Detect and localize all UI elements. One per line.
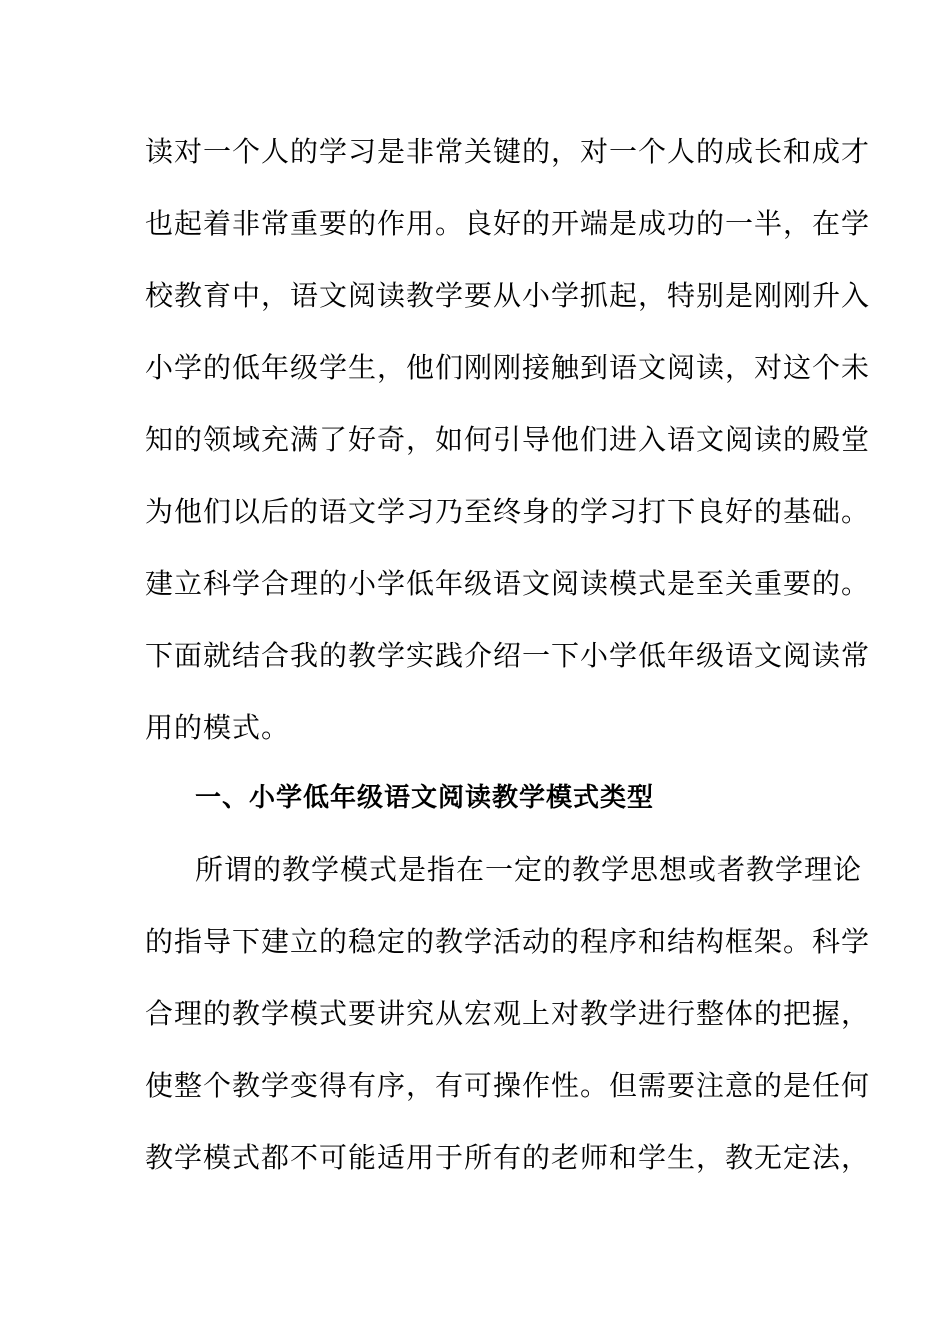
paragraph-line: 用的模式。 [145,711,291,744]
paragraph-line: 读对一个人的学习是非常关键的，对一个人的成长和成才 [145,135,871,168]
paragraph-line: 的指导下建立的稳定的教学活动的程序和结构框架。科学 [145,925,871,958]
paragraph-line: 也起着非常重要的作用。良好的开端是成功的一半，在学 [145,207,871,240]
paragraph-line: 所谓的教学模式是指在一定的教学思想或者教学理论 [195,853,863,886]
section-heading: 一、小学低年级语文阅读教学模式类型 [195,783,655,813]
paragraph-line: 知的领域充满了好奇，如何引导他们进入语文阅读的殿堂 [145,423,871,456]
paragraph-line: 使整个教学变得有序，有可操作性。但需要注意的是任何 [145,1069,871,1102]
paragraph-line: 建立科学合理的小学低年级语文阅读模式是至关重要的。 [145,567,871,600]
paragraph-line: 下面就结合我的教学实践介绍一下小学低年级语文阅读常 [145,639,871,672]
paragraph-line: 小学的低年级学生，他们刚刚接触到语文阅读，对这个未 [145,351,871,384]
paragraph-line: 合理的教学模式要讲究从宏观上对教学进行整体的把握， [145,997,871,1030]
paragraph-line: 教学模式都不可能适用于所有的老师和学生，教无定法， [145,1141,871,1174]
paragraph-line: 为他们以后的语文学习乃至终身的学习打下良好的基础。 [145,495,871,528]
paragraph-line: 校教育中，语文阅读教学要从小学抓起，特别是刚刚升入 [145,279,871,312]
